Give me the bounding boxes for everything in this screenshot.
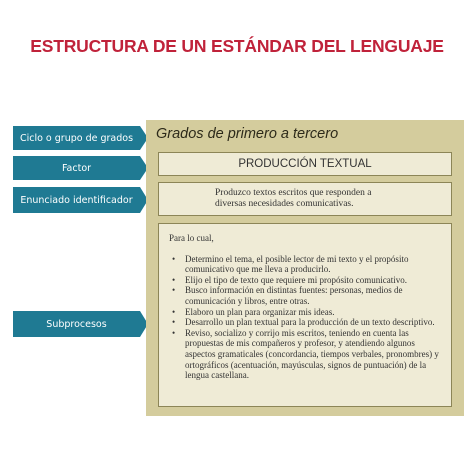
statement-line-2: diversas necesidades comunicativas. — [215, 199, 354, 209]
subprocess-list — [169, 254, 443, 381]
subprocesses-box — [158, 223, 452, 407]
subprocesses-intro: Para lo cual, — [169, 233, 214, 243]
statement-line-1: Produzco textos escritos que responden a — [215, 188, 372, 198]
subprocess-item: • Desarrollo un plan textual para la producción de un texto descriptivo. — [185, 317, 443, 328]
subprocess-item: • Busco información en distintas fuentes: personas, medios de comunicación y libros, entre otras. — [185, 285, 443, 306]
subprocess-item: • Elijo el tipo de texto que requiere mi propósito comunicativo. — [185, 275, 443, 286]
label-subprocesses: Subprocesos — [13, 311, 140, 337]
label-statement: Enunciado identificador — [13, 187, 140, 213]
grade-heading: Grados de primero a tercero — [156, 126, 339, 142]
factor-box — [158, 152, 452, 176]
standard-panel — [146, 120, 464, 416]
label-cycle: Ciclo o grupo de grados — [13, 126, 140, 150]
factor-text: PRODUCCIÓN TEXTUAL — [238, 158, 372, 170]
label-factor: Factor — [13, 156, 140, 180]
page-title: ESTRUCTURA DE UN ESTÁNDAR DEL LENGUAJE — [30, 36, 444, 56]
subprocess-item: • Determino el tema, el posible lector de mi texto y el propósito comunicativo que me lleva a producirlo. — [185, 254, 443, 275]
subprocess-item: • Reviso, socializo y corrijo mis escritos, teniendo en cuenta las propuestas de mis compañeros y profesor, y atendiendo algunos aspectos gramaticales (concordancia, tiempos verbales, pronombres) y ortográficos (acentuación, mayúsculas, signos de puntuación) de la lengua castellana. — [185, 328, 443, 381]
statement-box — [158, 182, 452, 216]
subprocess-item: • Elaboro un plan para organizar mis ideas. — [185, 307, 443, 318]
